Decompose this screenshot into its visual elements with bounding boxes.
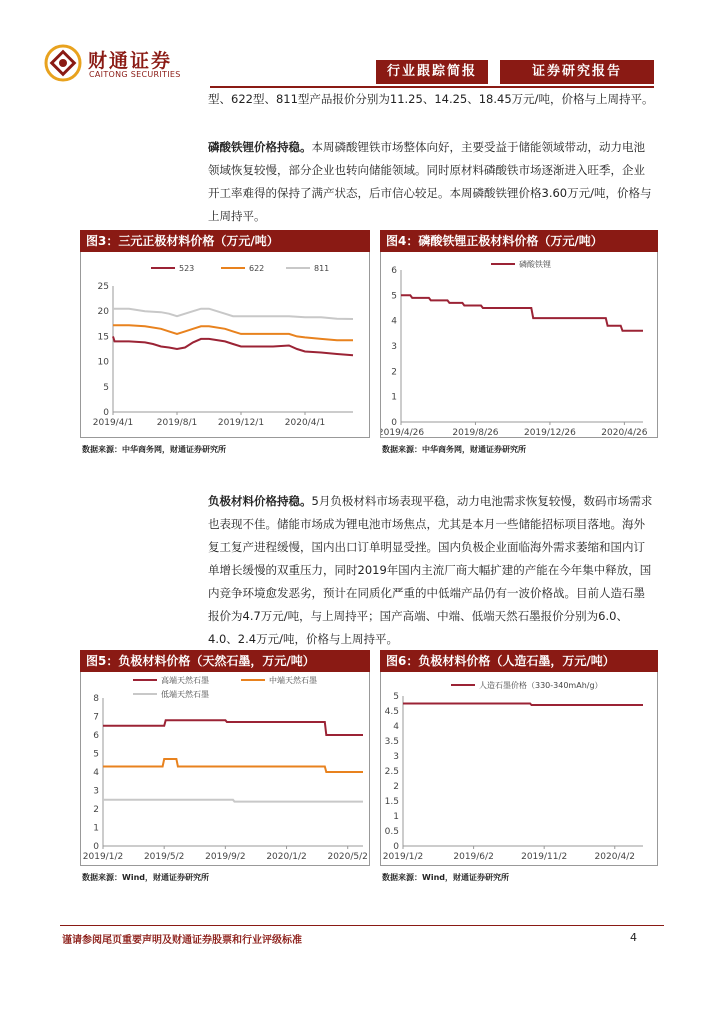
y-tick-label: 0	[103, 408, 109, 418]
fig4-source: 数据来源：中华商务网，财通证券研究所	[382, 445, 526, 454]
fig6-source: 数据来源：Wind，财通证券研究所	[382, 873, 509, 882]
x-tick-label: 2019/4/1	[92, 418, 134, 428]
y-tick-label: 4.5	[384, 707, 399, 717]
paragraph-ternary-prices: 型、622型、811型产品报价分别为11.25、14.25、18.45万元/吨，价格与上周持平。	[208, 92, 654, 106]
fig6-frame	[380, 672, 658, 866]
series-line-2	[103, 800, 363, 802]
x-tick-label: 2019/1/2	[82, 852, 124, 862]
x-tick-label: 2019/6/2	[453, 852, 494, 862]
paragraph-lfp-text: 本周磷酸锂铁市场整体向好，主要受益于储能领域带动，动力电池领域恢复较慢，部分企业也转向储能领域。同时原材料磷酸铁市场逐渐进入旺季，企业开工率难得的保持了满产状态，后市信心较足。本周磷酸铁锂价格3.60万元/吨，价格与上周持平。	[208, 140, 652, 223]
fig4-title: 图4：磷酸铁锂正极材料价格（万元/吨）	[380, 230, 658, 252]
series-line-0	[103, 720, 363, 735]
y-tick-label: 6	[93, 731, 99, 741]
logo-mark-icon	[44, 44, 82, 82]
legend-label-2: 811	[314, 264, 330, 273]
y-tick-label: 0	[391, 418, 397, 428]
y-tick-label: 3	[393, 752, 399, 762]
y-tick-label: 5	[393, 692, 399, 702]
series-line-1	[103, 759, 363, 772]
series-line-2	[113, 309, 353, 319]
y-tick-label: 0	[393, 842, 399, 852]
x-tick-label: 2019/4/26	[381, 428, 425, 437]
fig5-title: 图5：负极材料价格（天然石墨，万元/吨）	[80, 650, 370, 672]
y-tick-label: 3	[391, 342, 397, 352]
x-tick-label: 2020/1/2	[266, 852, 307, 862]
series-line-0	[401, 295, 643, 331]
logo-text-en: CAITONG SECURITIES	[89, 70, 181, 79]
x-tick-label: 2020/4/26	[601, 428, 648, 437]
fig4-chart	[381, 252, 657, 437]
report-type-tag: 行业跟踪简报	[376, 60, 488, 84]
x-tick-label: 2019/1/2	[382, 852, 424, 862]
logo-text-cn: 财通证券	[88, 50, 173, 72]
fig5-chart	[81, 672, 369, 865]
y-tick-label: 25	[97, 282, 109, 292]
y-tick-label: 2	[393, 782, 399, 792]
y-tick-label: 6	[391, 266, 397, 276]
fig3-source: 数据来源：中华商务网，财通证券研究所	[82, 445, 226, 454]
x-tick-label: 2019/12/1	[217, 418, 265, 428]
x-tick-label: 2020/4/1	[284, 418, 326, 428]
x-tick-label: 2019/11/2	[521, 852, 568, 862]
y-tick-label: 20	[97, 307, 109, 318]
y-tick-label: 4	[93, 768, 99, 778]
fig3-chart	[81, 252, 369, 437]
paragraph-anode-heading: 负极材料价格持稳。	[208, 494, 312, 508]
paragraph-anode-prices	[208, 490, 654, 651]
series-line-1	[113, 325, 353, 340]
x-tick-label: 2019/8/26	[452, 428, 499, 437]
paragraph-lfp-heading: 磷酸铁锂价格持稳。	[208, 140, 312, 154]
legend-label-1: 622	[249, 264, 265, 273]
x-tick-label: 2019/12/26	[523, 428, 576, 437]
y-tick-label: 3.5	[384, 737, 399, 747]
x-tick-label: 2020/4/2	[594, 852, 635, 862]
paragraph-anode-text: 5月负极材料市场表现平稳，动力电池需求恢复较慢，数码市场需求也表现不佳。储能市场成为锂电池市场焦点，尤其是本月一些储能招标项目落地。海外复工复产进程缓慢，国内出口订单明显受挫。国内负极企业面临海外需求萎缩和国内订单增长缓慢的双重压力，同时2019年国内主流厂商大幅扩建的产能在今年集中释放，国内竞争环境愈发恶劣，预计在同质化严重的中低端产品仍有一波价格战。目前人造石墨报价为4.7万元/吨，与上周持平；国产高端、中端、低端天然石墨报价分别为6.0、4.0、2.4万元/吨，价格与上周持平。	[208, 494, 653, 646]
fig6-title: 图6：负极材料价格（人造石墨，万元/吨）	[380, 650, 658, 672]
series-line-0	[403, 704, 643, 706]
y-tick-label: 2	[93, 805, 99, 815]
page-number: 4	[630, 931, 637, 944]
fig3-title: 图3：三元正极材料价格（万元/吨）	[80, 230, 370, 252]
y-tick-label: 5	[103, 382, 109, 393]
fig5-frame	[80, 672, 370, 866]
y-tick-label: 15	[97, 332, 109, 343]
y-tick-label: 0.5	[384, 827, 399, 837]
fig3-frame	[80, 252, 370, 438]
company-logo	[44, 44, 184, 84]
legend-label-0: 523	[179, 264, 195, 273]
legend-label-2: 低端天然石墨	[161, 690, 209, 699]
y-tick-label: 3	[93, 786, 99, 797]
legend-label-0: 高端天然石墨	[161, 676, 209, 685]
footer-disclaimer: 谨请参阅尾页重要声明及财通证券股票和行业评级标准	[62, 935, 302, 946]
x-tick-label: 2020/5/2	[327, 852, 368, 862]
y-tick-label: 1	[393, 812, 399, 822]
y-tick-label: 4	[391, 316, 397, 327]
y-tick-label: 2.5	[384, 767, 399, 777]
y-tick-label: 0	[93, 842, 99, 852]
fig6-chart	[381, 672, 657, 865]
footer-rule	[60, 925, 664, 926]
fig4-frame	[380, 252, 658, 438]
y-tick-label: 1	[93, 823, 99, 834]
y-tick-label: 8	[93, 694, 99, 704]
x-tick-label: 2019/8/1	[156, 418, 198, 428]
fig5-source: 数据来源：Wind，财通证券研究所	[82, 873, 209, 882]
x-tick-label: 2019/9/2	[205, 852, 246, 862]
y-tick-label: 7	[93, 712, 99, 723]
paragraph-lfp-prices	[208, 136, 654, 228]
report-category-tag: 证券研究报告	[500, 60, 654, 84]
y-tick-label: 4	[393, 722, 399, 732]
y-tick-label: 1	[391, 392, 397, 403]
y-tick-label: 10	[97, 357, 109, 368]
legend-label-0: 磷酸铁锂	[519, 260, 551, 269]
legend-label-1: 中端天然石墨	[269, 676, 317, 685]
y-tick-label: 2	[391, 367, 397, 378]
y-tick-label: 5	[93, 749, 99, 760]
x-tick-label: 2019/5/2	[143, 852, 185, 862]
y-tick-label: 1.5	[384, 797, 399, 807]
legend-label-0: 人造石墨价格（330-340mAh/g）	[479, 681, 603, 690]
y-tick-label: 5	[391, 291, 397, 302]
